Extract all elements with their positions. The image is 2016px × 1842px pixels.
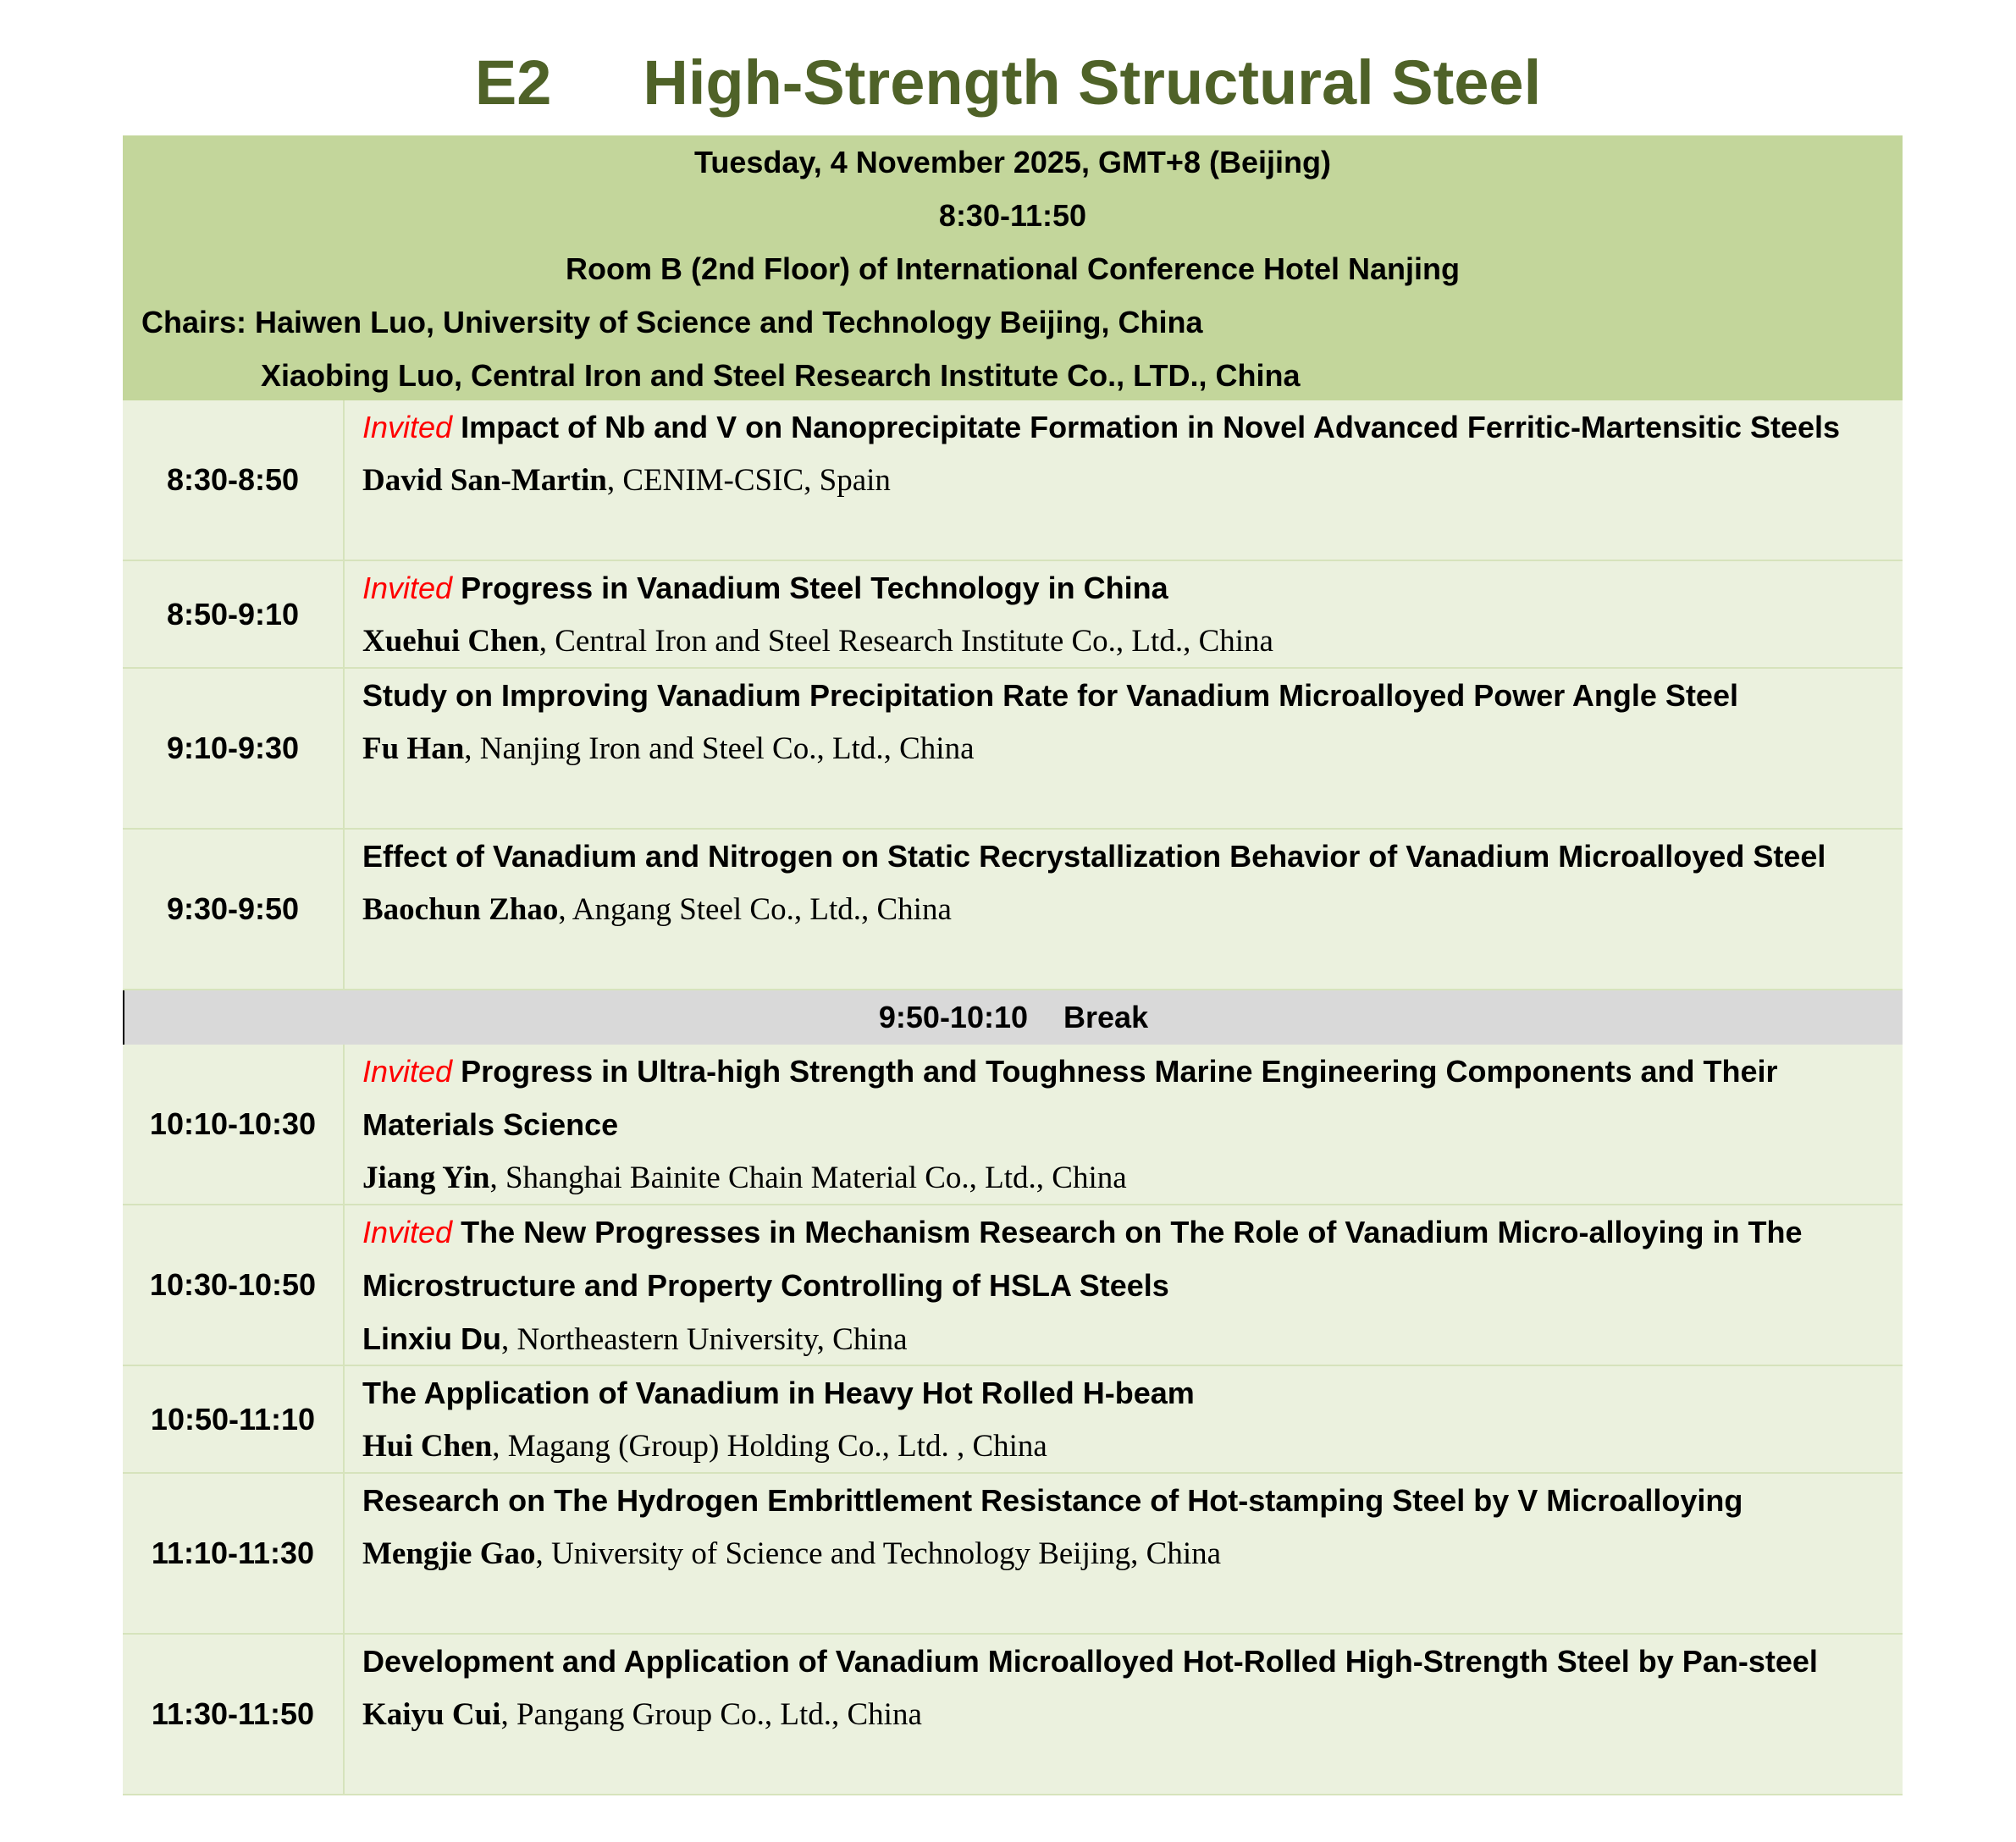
invited-label: Invited [362,410,453,444]
talk-author: Mengjie Gao [362,1536,536,1571]
talk-author: David San-Martin [362,463,607,498]
talk-affiliation: , Central Iron and Steel Research Institute Co., Ltd., China [539,624,1273,659]
talk-row [123,1366,1903,1474]
talk-author-line [362,1312,1887,1366]
talk-title [362,830,1887,883]
talk-content [345,1635,1903,1794]
talk-title [362,669,1887,722]
talk-title-text: Development and Application of Vanadium Microalloyed Hot-Rolled High-Strength Steel by Pan-steel [362,1644,1818,1679]
talk-affiliation: , Northeastern University, China [501,1322,908,1357]
talk-title [362,400,1887,454]
session-header [123,135,1903,400]
session-chairs-line-2: Xiaobing Luo, Central Iron and Steel Research Institute Co., LTD., China [261,358,1301,393]
talk-content [345,400,1903,560]
session-code: E2 [474,47,552,118]
talk-content [345,1474,1903,1633]
talk-title-text: The New Progresses in Mechanism Research on The Role of Vanadium Micro-alloying in The Microstructure and Property Controlling of HSLA Steels [362,1215,1803,1303]
invited-label: Invited [362,1054,453,1089]
talk-title [362,1366,1887,1420]
talk-title-text: Impact of Nb and V on Nanoprecipitate Formation in Novel Advanced Ferritic-Martensitic Steels [461,410,1841,444]
talk-affiliation: , University of Science and Technology Beijing, China [535,1536,1222,1571]
talk-affiliation: , Pangang Group Co., Ltd., China [500,1697,922,1732]
session-date: Tuesday, 4 November 2025, GMT+8 (Beijing) [694,145,1331,179]
break-time: 9:50-10:10 [878,1000,1029,1034]
talk-content [345,669,1903,828]
talk-title-text: Effect of Vanadium and Nitrogen on Static Recrystallization Behavior of Vanadium Microalloyed Steel [362,839,1826,874]
talk-row [123,400,1903,561]
schedule-table [123,135,1903,1795]
session-time: 8:30-11:50 [938,198,1087,233]
talk-author: Fu Han [362,731,465,766]
talk-row [123,1045,1903,1205]
talk-title [362,1205,1887,1312]
talk-title-text: Progress in Ultra-high Strength and Toughness Marine Engineering Components and Their Materials Science [362,1054,1778,1142]
talk-row [123,1205,1903,1366]
session-room: Room B (2nd Floor) of International Conference Hotel Nanjing [565,251,1460,286]
talk-time: 10:10-10:30 [123,1045,345,1204]
talk-author-line [362,722,1887,775]
talk-author: Baochun Zhao [362,892,559,927]
talk-time: 10:50-11:10 [123,1366,345,1472]
talk-content [345,1205,1903,1365]
talk-row [123,830,1903,990]
talk-content [345,1045,1903,1204]
talk-author: Jiang Yin [362,1161,490,1195]
talk-author-line [362,1151,1887,1205]
talk-row [123,1635,1903,1795]
talk-title [362,1474,1887,1527]
talk-time: 10:30-10:50 [123,1205,345,1365]
session-chairs-line-1: Chairs: Haiwen Luo, University of Science and Technology Beijing, China [141,305,1203,339]
talk-title-text: Progress in Vanadium Steel Technology in China [461,571,1168,605]
talk-time: 8:50-9:10 [123,561,345,667]
talk-content [345,561,1903,667]
talk-title-text: Study on Improving Vanadium Precipitation Rate for Vanadium Microalloyed Power Angle Steel [362,678,1738,713]
talk-affiliation: , CENIM-CSIC, Spain [606,463,891,498]
talk-row [123,1474,1903,1635]
session-name: High-Strength Structural Steel [643,47,1542,118]
talk-row [123,561,1903,669]
talk-content [345,1366,1903,1472]
talk-title [362,561,1887,615]
break-label: Break [1063,1000,1149,1034]
page-title [0,41,2016,125]
invited-label: Invited [362,1215,453,1249]
talk-time: 9:10-9:30 [123,669,345,828]
invited-label: Invited [362,571,453,605]
talk-author: Hui Chen [362,1429,493,1464]
talk-author-line [362,1420,1887,1473]
talk-affiliation: , Angang Steel Co., Ltd., China [558,892,952,927]
talk-author-line [362,615,1887,668]
talk-affiliation: , Nanjing Iron and Steel Co., Ltd., China [464,731,975,766]
talk-affiliation: , Shanghai Bainite Chain Material Co., Ltd., China [489,1161,1127,1195]
talk-title [362,1635,1887,1688]
break-row [123,990,1903,1045]
talk-title-text: Research on The Hydrogen Embrittlement Resistance of Hot-stamping Steel by V Microalloying [362,1483,1743,1518]
talk-title-text: The Application of Vanadium in Heavy Hot Rolled H-beam [362,1376,1195,1410]
talk-author-line [362,454,1887,507]
talk-time: 9:30-9:50 [123,830,345,989]
talk-time: 11:10-11:30 [123,1474,345,1633]
talk-time: 11:30-11:50 [123,1635,345,1794]
talk-author: Xuehui Chen [362,624,539,659]
talk-title [362,1045,1887,1151]
talk-affiliation: , Magang (Group) Holding Co., Ltd. , China [492,1429,1047,1464]
talk-author-line [362,1527,1887,1580]
talk-author-line [362,1688,1887,1741]
talk-author-line [362,883,1887,936]
talk-author: Kaiyu Cui [362,1697,501,1732]
talk-row [123,669,1903,830]
talk-content [345,830,1903,989]
talk-author: Linxiu Du [362,1321,501,1356]
talk-time: 8:30-8:50 [123,400,345,560]
